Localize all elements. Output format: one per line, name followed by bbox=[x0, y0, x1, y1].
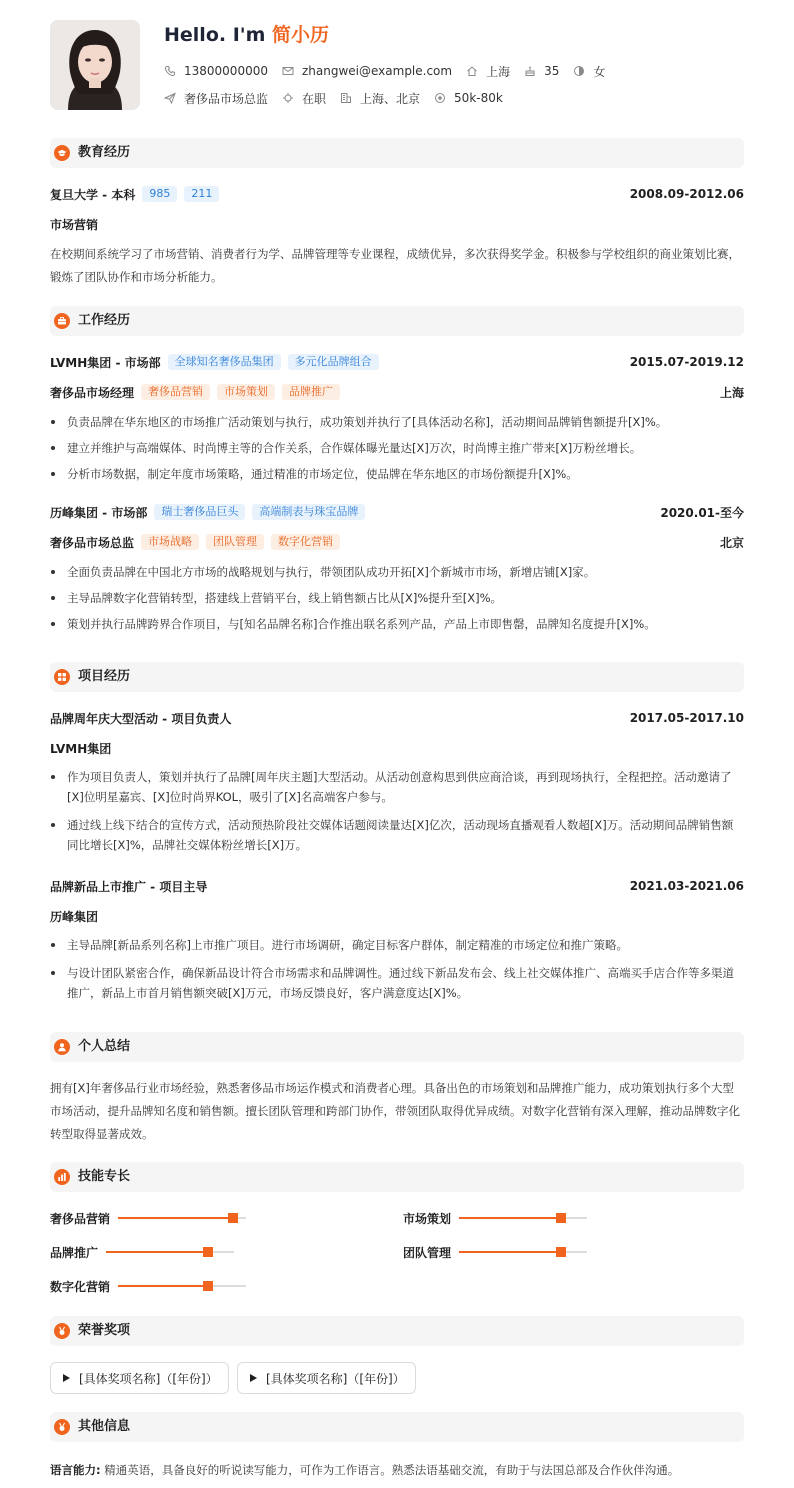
job-city: 上海 bbox=[719, 385, 744, 400]
skill-bar-fill bbox=[106, 1251, 208, 1253]
cake-icon bbox=[524, 65, 536, 77]
position-tag: 品牌推广 bbox=[282, 384, 340, 400]
email: zhangwei@example.com bbox=[301, 64, 453, 78]
skill-bar-fill bbox=[459, 1251, 561, 1253]
school-tag: 211 bbox=[184, 186, 219, 202]
section-title: 荣誉奖项 bbox=[78, 1323, 131, 1338]
skill-level-marker bbox=[203, 1247, 213, 1257]
project-org-row bbox=[50, 907, 744, 925]
job-city: 北京 bbox=[719, 535, 744, 550]
job-position-row bbox=[50, 383, 744, 401]
skill-bar bbox=[459, 1217, 587, 1219]
education-date: 2008.09-2012.06 bbox=[629, 187, 744, 201]
avatar bbox=[50, 20, 140, 110]
gender-item bbox=[573, 63, 605, 80]
building-icon bbox=[340, 92, 352, 104]
skill-bar bbox=[118, 1285, 246, 1287]
name-line bbox=[164, 20, 329, 44]
list-item: 负责品牌在华东地区的市场推广活动策划与执行，成功策划并执行了[具体活动名称]，活动期间品牌销售额提升[X]%。 bbox=[50, 409, 744, 435]
grid-icon bbox=[54, 669, 70, 685]
status-item bbox=[282, 90, 326, 107]
salary: 50k-80k bbox=[454, 91, 503, 105]
salary-item bbox=[434, 91, 503, 105]
job-intent-row bbox=[164, 89, 517, 107]
project-name: 品牌周年庆大型活动 - 项目负责人 bbox=[50, 711, 232, 726]
medal-icon bbox=[54, 1419, 70, 1435]
list-item: 策划并执行品牌跨界合作项目，与[知名品牌名称]合作推出联名系列产品，产品上市即售罄，品牌知名度提升[X]%。 bbox=[50, 611, 744, 637]
skill-item bbox=[50, 1243, 234, 1261]
project-title-row bbox=[50, 709, 744, 727]
project-date: 2021.03-2021.06 bbox=[629, 879, 744, 893]
list-item: 主导品牌数字化营销转型，搭建线上营销平台，线上销售额占比从[X]%提升至[X]%。 bbox=[50, 585, 744, 611]
gender-icon bbox=[573, 65, 585, 77]
home-icon bbox=[466, 65, 478, 77]
briefcase-icon bbox=[54, 313, 70, 329]
section-other bbox=[50, 1412, 744, 1442]
list-item: 分析市场数据，制定年度市场策略，通过精准的市场定位，使品牌在华东地区的市场份额提升[X]%。 bbox=[50, 461, 744, 487]
position-tag: 市场战略 bbox=[141, 534, 199, 550]
education-major-row bbox=[50, 215, 744, 233]
section-title: 其他信息 bbox=[78, 1419, 131, 1434]
major: 市场营销 bbox=[50, 217, 99, 232]
job-date: 2015.07-2019.12 bbox=[629, 355, 744, 369]
other-info bbox=[50, 1460, 744, 1480]
school-tag: 985 bbox=[142, 186, 177, 202]
education-school-row bbox=[50, 185, 744, 203]
skill-name: 市场策划 bbox=[403, 1211, 452, 1226]
list-item: 建立并维护与高端媒体、时尚博主等的合作关系，合作媒体曝光量达[X]万次，时尚博主推广带来[X]万粉丝增长。 bbox=[50, 435, 744, 461]
skill-bar bbox=[118, 1217, 246, 1219]
skill-name: 品牌推广 bbox=[50, 1245, 99, 1260]
company-tag: 多元化品牌组合 bbox=[288, 354, 379, 370]
target-position: 奢侈品市场总监 bbox=[184, 91, 269, 106]
list-item: 主导品牌[新品系列名称]上市推广项目。进行市场调研，确定目标客户群体，制定精准的市场定位和推广策略。 bbox=[50, 935, 744, 955]
list-item: 全面负责品牌在中国北方市场的战略规划与执行，带领团队成功开拓[X]个新城市市场，新增店铺[X]家。 bbox=[50, 559, 744, 585]
job-company-row bbox=[50, 503, 744, 521]
skill-bar-fill bbox=[118, 1285, 208, 1287]
project-bullets bbox=[50, 935, 744, 1011]
project-bullets bbox=[50, 767, 744, 863]
age: 35 bbox=[544, 64, 560, 78]
award-item bbox=[237, 1362, 416, 1394]
section-title: 项目经历 bbox=[78, 669, 131, 684]
phone-item bbox=[164, 64, 268, 78]
school-name: 复旦大学 - 本科 bbox=[50, 187, 136, 202]
play-icon bbox=[250, 1374, 257, 1382]
contact-row bbox=[164, 62, 619, 80]
language-label: 语言能力: bbox=[50, 1463, 101, 1477]
list-item: 作为项目负责人，策划并执行了品牌[周年庆主题]大型活动。从活动创意构思到供应商洽谈，再到现场执行，全程把控。活动邀请了[X]位明星嘉宾、[X]位时尚界KOL，吸引了[X]名高端客户参与。 bbox=[50, 767, 744, 807]
greeting: Hello. I'm bbox=[164, 24, 266, 46]
project-org-row bbox=[50, 739, 744, 757]
medal-icon bbox=[54, 1323, 70, 1339]
project-title-row bbox=[50, 877, 744, 895]
skill-level-marker bbox=[228, 1213, 238, 1223]
position-name: 奢侈品市场经理 bbox=[50, 385, 135, 400]
resume-header bbox=[50, 20, 744, 110]
phone-icon bbox=[164, 65, 176, 77]
position-name: 奢侈品市场总监 bbox=[50, 535, 135, 550]
target-city: 上海、北京 bbox=[360, 91, 421, 106]
skill-bar-fill bbox=[118, 1217, 233, 1219]
education-description: 在校期间系统学习了市场营销、消费者行为学、品牌管理等专业课程，成绩优异，多次获得奖学金。积极参与学校组织的商业策划比赛，锻炼了团队协作和市场分析能力。 bbox=[50, 247, 740, 284]
position-tag: 奢侈品营销 bbox=[141, 384, 210, 400]
job-position-row bbox=[50, 533, 744, 551]
section-title: 教育经历 bbox=[78, 145, 131, 160]
section-awards bbox=[50, 1316, 744, 1346]
email-item bbox=[282, 64, 452, 78]
skill-item bbox=[50, 1277, 246, 1295]
award-item bbox=[50, 1362, 229, 1394]
skill-bar-fill bbox=[459, 1217, 561, 1219]
user-icon bbox=[54, 1039, 70, 1055]
job-date: 2020.01-至今 bbox=[660, 505, 744, 520]
position-tag: 数字化营销 bbox=[271, 534, 340, 550]
skill-name: 数字化营销 bbox=[50, 1279, 111, 1294]
project-org: 历峰集团 bbox=[50, 909, 99, 924]
section-work bbox=[50, 306, 744, 336]
send-icon bbox=[164, 92, 176, 104]
company-tag: 瑞士奢侈品巨头 bbox=[154, 504, 245, 520]
position-tag: 市场策划 bbox=[217, 384, 275, 400]
coin-icon bbox=[434, 92, 446, 104]
job-company-row bbox=[50, 353, 744, 371]
status: 在职 bbox=[302, 91, 327, 106]
target-city-item bbox=[340, 90, 420, 107]
list-item: 与设计团队紧密合作，确保新品设计符合市场需求和品牌调性。通过线下新品发布会、线上社交媒体推广、高端买手店合作等多渠道推广，新品上市首月销售额突破[X]万元，市场反馈良好，客户满意度达[X]%。 bbox=[50, 963, 744, 1003]
gender: 女 bbox=[593, 64, 606, 79]
section-skills bbox=[50, 1162, 744, 1192]
project-org: LVMH集团 bbox=[50, 741, 112, 756]
age-item bbox=[524, 64, 559, 78]
bar-chart-icon bbox=[54, 1169, 70, 1185]
section-projects bbox=[50, 662, 744, 692]
job-bullets bbox=[50, 409, 744, 487]
location-item bbox=[466, 63, 510, 80]
project-date: 2017.05-2017.10 bbox=[629, 711, 744, 725]
skill-name: 团队管理 bbox=[403, 1245, 452, 1260]
list-item: 通过线上线下结合的宣传方式，活动预热阶段社交媒体话题阅读量达[X]亿次，活动现场直播观看人数超[X]万。活动期间品牌销售额同比增长[X]%，品牌社交媒体粉丝增长[X]万。 bbox=[50, 815, 744, 855]
skill-level-marker bbox=[203, 1281, 213, 1291]
candidate-name: 简小历 bbox=[272, 24, 330, 46]
play-icon bbox=[63, 1374, 70, 1382]
job-bullets bbox=[50, 559, 744, 637]
skill-item bbox=[403, 1209, 587, 1227]
award-text: [具体奖项名称]（[年份]） bbox=[79, 1371, 218, 1386]
section-summary bbox=[50, 1032, 744, 1062]
target-position-item bbox=[164, 90, 268, 107]
skill-item bbox=[50, 1209, 246, 1227]
graduation-cap-icon bbox=[54, 145, 70, 161]
company-name: LVMH集团 - 市场部 bbox=[50, 355, 161, 370]
section-title: 工作经历 bbox=[78, 313, 131, 328]
project-name: 品牌新品上市推广 - 项目主导 bbox=[50, 879, 208, 894]
company-name: 历峰集团 - 市场部 bbox=[50, 505, 148, 520]
company-tag: 高端制表与珠宝品牌 bbox=[252, 504, 365, 520]
location: 上海 bbox=[486, 64, 511, 79]
section-education bbox=[50, 138, 744, 168]
summary-text: 拥有[X]年奢侈品行业市场经验，熟悉奢侈品市场运作模式和消费者心理。具备出色的市场策划和品牌推广能力，成功策划执行多个大型市场活动，提升品牌知名度和销售额。擅长团队管理和跨部门协作，带领团队取得优异成绩。对数字化营销有深入理解，推动品牌数字化转型取得显著成效。 bbox=[50, 1081, 740, 1141]
skill-name: 奢侈品营销 bbox=[50, 1211, 111, 1226]
award-text: [具体奖项名称]（[年份]） bbox=[266, 1371, 405, 1386]
position-tag: 团队管理 bbox=[206, 534, 264, 550]
skill-item bbox=[403, 1243, 587, 1261]
company-tag: 全球知名奢侈品集团 bbox=[168, 354, 281, 370]
language-text: 精通英语，具备良好的听说读写能力，可作为工作语言。熟悉法语基础交流，有助于与法国总部及合作伙伴沟通。 bbox=[104, 1463, 680, 1477]
section-title: 技能专长 bbox=[78, 1169, 131, 1184]
skill-level-marker bbox=[556, 1247, 566, 1257]
skill-bar bbox=[106, 1251, 234, 1253]
status-icon bbox=[282, 92, 294, 104]
phone: 13800000000 bbox=[184, 64, 268, 78]
section-title: 个人总结 bbox=[78, 1039, 131, 1054]
mail-icon bbox=[282, 65, 294, 77]
skill-bar bbox=[459, 1251, 587, 1253]
skill-level-marker bbox=[556, 1213, 566, 1223]
